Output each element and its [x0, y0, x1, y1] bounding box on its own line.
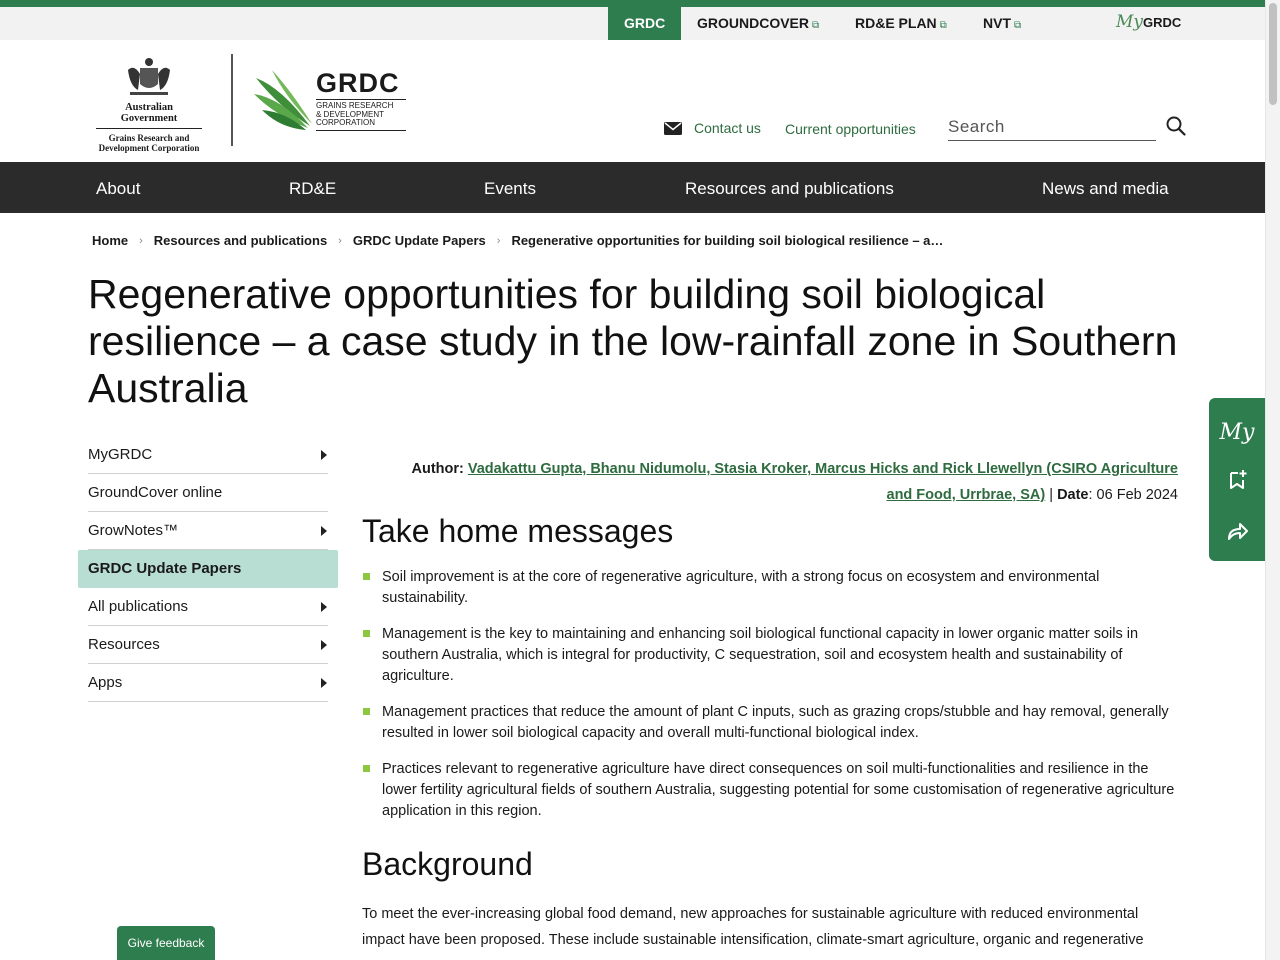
caret-right-icon [321, 526, 327, 536]
grdc-subtitle-line: & DEVELOPMENT [316, 109, 385, 119]
grdc-subtitle-line: GRAINS RESEARCH [316, 101, 394, 110]
grdc-subtitle-line: CORPORATION [316, 118, 375, 127]
util-tab-nvt[interactable] [983, 7, 1021, 40]
breadcrumb-current: Regenerative opportunities for building soil biological resilience – a… [511, 233, 944, 248]
side-item-label: All publications [88, 598, 189, 615]
side-item-label: GrowNotes™ [88, 522, 179, 539]
main-navigation [0, 162, 1265, 213]
chevron-right-icon: › [338, 234, 342, 247]
util-tab-label: RD&E PLAN [855, 15, 937, 31]
side-item-grdc-update-papers[interactable] [78, 550, 338, 588]
caret-right-icon [321, 678, 327, 688]
date-value: : 06 Feb 2024 [1088, 487, 1178, 503]
take-home-item: Practices relevant to regenerative agriculture have direct consequences on soil multi-functionalities and resilience in the lower fertility agricultural fields of southern Australia, suggesting potential for some customisation of regenerative agriculture application in this region. [362, 759, 1178, 822]
background-heading: Background [362, 846, 533, 882]
top-accent-line [0, 0, 1265, 7]
site-header [0, 40, 1265, 162]
external-link-icon: ⧉ [1014, 20, 1022, 31]
side-item-label: Resources [88, 636, 160, 653]
current-opportunities-link[interactable]: Current opportunities [785, 121, 916, 137]
australian-government-logo[interactable] [96, 56, 202, 153]
scrollbar-thumb[interactable] [1269, 3, 1277, 105]
util-tab-groundcover[interactable] [697, 7, 819, 40]
mygrdc-icon-label: My [1219, 419, 1255, 445]
breadcrumb-home[interactable]: Home [92, 233, 129, 248]
search-input[interactable] [948, 114, 1156, 141]
give-feedback-button[interactable]: Give feedback [117, 926, 215, 960]
util-tab-label: GRDC [624, 15, 666, 31]
gov-subtitle-line: Development Corporation [98, 143, 200, 153]
grdc-wordmark: GRDC [316, 68, 400, 98]
mygrdc-logo-link[interactable] [1116, 12, 1181, 32]
side-item-apps[interactable] [88, 664, 328, 702]
util-tab-grdc[interactable] [608, 7, 681, 40]
author-line [362, 456, 1178, 508]
page-title: Regenerative opportunities for building soil biological resilience – a case study in the low-rainfall zone in Southern Australia [88, 271, 1178, 411]
grdc-subtitle [316, 99, 406, 131]
side-item-groundcover-online[interactable] [88, 474, 328, 512]
share-icon[interactable] [1209, 507, 1265, 555]
author-label: Author: [411, 461, 464, 477]
take-home-item: Management practices that reduce the amount of plant C inputs, such as grazing crops/stubble and hay removal, generally resulted in lower soil biological capacity and overall multi-functional biological index. [362, 702, 1178, 744]
date-label: Date [1057, 487, 1089, 503]
utility-bar [0, 7, 1265, 40]
nav-item-resources-publications[interactable]: Resources and publications [685, 179, 894, 198]
side-item-mygrdc[interactable] [88, 436, 328, 474]
external-link-icon: ⧉ [812, 20, 820, 31]
background-paragraph: To meet the ever-increasing global food demand, new approaches for sustainable agriculture with reduced environmental impact have been proposed. These include sustainable intensification, climate-smart agriculture, organic and regenerative [362, 906, 1144, 948]
floating-toolbar [1209, 398, 1265, 561]
breadcrumb [92, 233, 943, 248]
chevron-right-icon: › [139, 234, 143, 247]
logo-divider [231, 54, 233, 146]
search-icon[interactable] [1166, 116, 1188, 138]
chevron-right-icon: › [496, 234, 501, 247]
envelope-icon [664, 122, 682, 135]
authors-link[interactable]: Vadakattu Gupta, Bhanu Nidumolu, Stasia Kroker, Marcus Hicks and Rick Llewellyn (CSIRO Agriculture [467, 461, 1178, 477]
breadcrumb-update-papers[interactable]: GRDC Update Papers [352, 233, 486, 248]
util-tab-label: NVT [983, 15, 1011, 31]
caret-right-icon [321, 640, 327, 650]
side-item-resources[interactable] [88, 626, 328, 664]
side-item-label: MyGRDC [88, 446, 153, 463]
gov-subtitle [96, 133, 202, 153]
side-item-label: Apps [88, 674, 123, 691]
gov-name: Australian Government [96, 102, 202, 129]
take-home-item: Management is the key to maintaining and enhancing soil biological functional capacity in lower organic matter soils in southern Australia, which is integral for productivity, C sequestration, soil and ecosystem health and sustainability of agriculture. [362, 624, 1178, 687]
gov-subtitle-line: Grains Research and [108, 133, 190, 143]
caret-right-icon [321, 602, 327, 612]
take-home-heading: Take home messages [362, 513, 674, 549]
contact-us-link[interactable] [664, 120, 761, 136]
page-scrollbar[interactable] [1265, 0, 1280, 960]
nav-item-rde[interactable]: RD&E [289, 179, 337, 198]
mygrdc-logo-my: My [1116, 12, 1144, 32]
mygrdc-logo-grdc: GRDC [1143, 15, 1182, 30]
util-tab-rde-plan[interactable] [855, 7, 947, 40]
nav-item-about[interactable]: About [96, 179, 141, 198]
side-item-label: GroundCover online [88, 484, 223, 501]
side-item-grownotes[interactable] [88, 512, 328, 550]
side-navigation [88, 436, 328, 702]
nav-item-news-media[interactable]: News and media [1042, 179, 1169, 198]
wheat-leaf-icon [252, 68, 314, 132]
caret-right-icon [321, 450, 327, 460]
take-home-list [362, 567, 1178, 837]
bookmark-add-icon[interactable] [1209, 456, 1265, 504]
breadcrumb-resources[interactable]: Resources and publications [153, 233, 328, 248]
take-home-item: Soil improvement is at the core of regenerative agriculture, with a strong focus on ecosystem and environmental sustainability. [362, 567, 1178, 609]
util-tab-label: GROUNDCOVER [697, 15, 810, 31]
author-date-separator: | [1049, 487, 1054, 503]
contact-us-label: Contact us [694, 120, 761, 136]
external-link-icon: ⧉ [939, 20, 947, 31]
authors-link-continued[interactable]: and Food, Urrbrae, SA) [886, 487, 1046, 503]
mygrdc-icon[interactable] [1209, 408, 1265, 456]
coat-of-arms-icon [122, 56, 176, 98]
nav-item-events[interactable]: Events [484, 179, 536, 198]
side-item-all-publications[interactable] [88, 588, 328, 626]
side-item-label: GRDC Update Papers [88, 560, 242, 577]
